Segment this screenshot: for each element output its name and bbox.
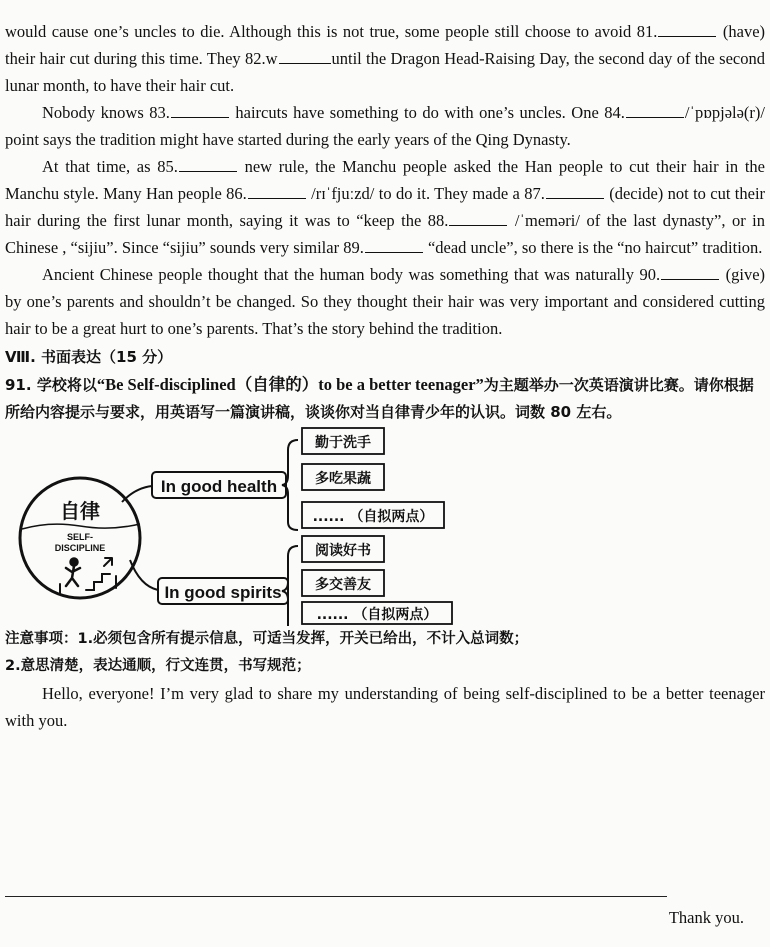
branch2-label: In good spirits [164, 583, 282, 602]
para-2 [5, 99, 765, 153]
q88-number: 88. [427, 211, 449, 230]
text-run: “dead uncle”, so there is the “no haircut” tradition. [427, 238, 763, 257]
q85-number: 85. [157, 157, 178, 176]
text-run: similar [293, 238, 340, 257]
q89-blank[interactable] [365, 236, 423, 253]
health-item-3: ...... （自拟两点） [312, 509, 434, 525]
mind-map [0, 426, 770, 626]
task-text: 为主题举办一次英语演讲比赛。请你根据所给内容提示与要求，用英语写一篇演讲稿，谈谈你对当自律青少年的认识。词数 [5, 376, 754, 421]
q83-number: 83. [149, 103, 170, 122]
note-2: 2.意思清楚，表达通顺，行文连贯，书写规范； [5, 658, 311, 674]
spirits-item-3: ...... （自拟两点） [316, 607, 438, 623]
q87-blank[interactable] [546, 182, 604, 199]
text-run: (give) by one’s parents and shouldn’t be changed. So they thought their hair was very [5, 265, 766, 311]
writing-task [5, 371, 765, 426]
text-run: important and considered cutting hair to be a great hurt to one’s parents. That’s the story behind [5, 292, 766, 338]
section-heading: Ⅷ. 书面表达（15 分） [5, 348, 173, 366]
text-line: Head-Raising Day, the second day of the second lunar month, to have their hair cut. [5, 49, 765, 95]
answer-line[interactable] [5, 896, 667, 897]
q81-blank[interactable] [658, 20, 716, 37]
text-run: /rɪˈfjuːzd/ to do it. They made a [311, 184, 520, 203]
text-run: (decide) not to cut their hair during the first lunar month, saying it was to “keep the [5, 184, 766, 230]
task-text: 学校将以 [36, 376, 97, 394]
q81-hint: (have) their hair cut during this time. They [5, 22, 766, 68]
text-line: until the Dragon [331, 49, 440, 68]
para-3 [5, 153, 765, 261]
q90-blank[interactable] [661, 263, 719, 280]
text-run: /ˈmeməri/ of the last dynasty”, or in Chinese , “sijiu”. Since “sijiu” sounds very [5, 211, 766, 257]
q86-blank[interactable] [248, 182, 306, 199]
task-number: 91. [5, 376, 32, 394]
q84-blank[interactable] [626, 101, 684, 118]
q90-number: 90. [639, 265, 661, 284]
health-item-2: 多吃果蔬 [315, 471, 371, 487]
center-title: 自律 [60, 499, 100, 523]
q82-number: 82.w [244, 49, 278, 68]
para-4 [5, 261, 765, 342]
q84-number: 84. [604, 103, 625, 122]
text-run: haircuts have something to do with one’s uncles. One [235, 103, 599, 122]
q83-blank[interactable] [171, 101, 229, 118]
branch2-bracket [282, 546, 298, 626]
text-run: At that time, as [42, 157, 151, 176]
q87-number: 87. [524, 184, 545, 203]
text-run: Qing Dynasty. [475, 130, 571, 149]
para-1 [5, 18, 765, 99]
speech-closing: Thank you. [668, 908, 744, 927]
q85-blank[interactable] [179, 155, 237, 172]
text-run: the tradition. [418, 319, 503, 338]
branch1-label: In good health [160, 477, 278, 496]
q86-number: 86. [226, 184, 247, 203]
text-line: would cause one’s uncles to die. Although this is not true, some people still choose to avoid [5, 22, 632, 41]
q89-number: 89. [343, 238, 364, 257]
divider-curve [22, 524, 140, 529]
text-run: Nobody knows [42, 103, 144, 122]
text-run: Ancient Chinese people thought that the human body was something that was naturally [42, 265, 634, 284]
word-count: 80 [550, 403, 572, 421]
task-theme: “Be Self-disciplined（自律的）to be a better teenager” [96, 375, 484, 394]
q88-blank[interactable] [449, 209, 507, 226]
q81-number: 81. [636, 22, 658, 41]
q82-blank[interactable] [279, 47, 331, 64]
spirits-item-1: 阅读好书 [315, 543, 371, 559]
mind-map-diagram [0, 426, 770, 626]
note-1: 注意事项：1.必须包含所有提示信息，可适当发挥，开关已给出，不计入总词数； [5, 631, 529, 647]
text-run: /ˈpɒpjələ(r)/ point says the tradition might have started during the early years of the [5, 103, 765, 149]
passage [5, 18, 765, 734]
center-sub2: DISCIPLINE [54, 543, 106, 553]
spirits-item-2: 多交善友 [315, 577, 371, 593]
climber-icon [60, 558, 116, 594]
branch1-bracket [282, 440, 298, 530]
speech-opening: Hello, everyone! I’m very glad to share my understanding of being self-disciplined to be a better teenager with you. [5, 684, 765, 730]
health-item-1: 勤于洗手 [315, 435, 371, 451]
center-sub1: SELF- [67, 532, 93, 542]
task-text: 左右。 [576, 403, 622, 421]
text-run: new rule, the Manchu people asked the Han people to cut their [244, 157, 687, 176]
text-run: hair in the Manchu style. Many Han people [5, 157, 765, 203]
